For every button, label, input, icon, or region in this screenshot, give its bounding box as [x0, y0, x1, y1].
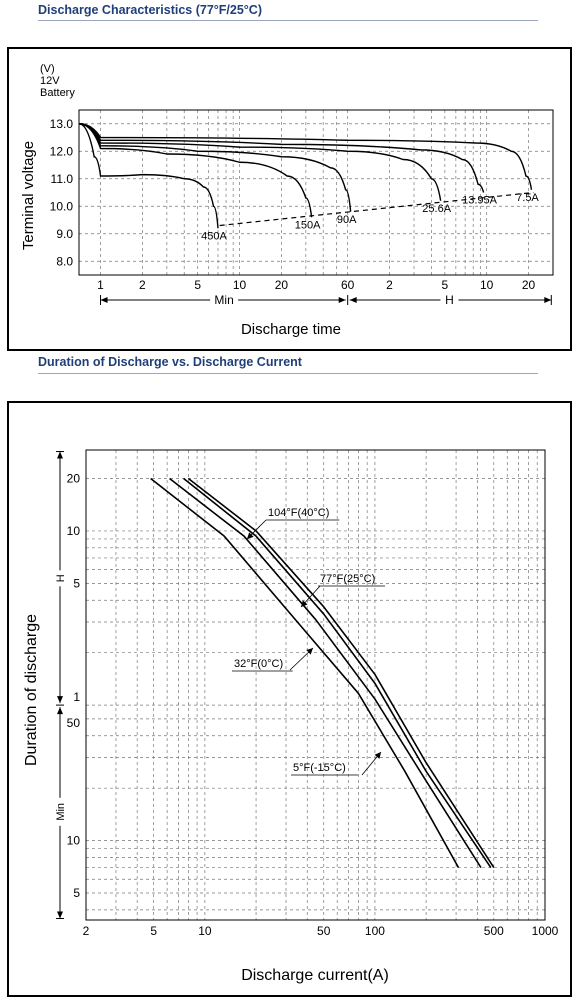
x-tick-label: 2: [386, 278, 393, 292]
section-title-duration-vs-current: Duration of Discharge vs. Discharge Current: [38, 355, 302, 369]
x-tick-label: 2: [139, 278, 146, 292]
curve-label: 90A: [336, 213, 357, 226]
curve-label: 450A: [201, 230, 227, 243]
y-unit-label: Battery: [40, 87, 75, 99]
curve-label: 32°F(0°C): [234, 658, 284, 670]
chart-frame: [8, 402, 571, 996]
curve-label: 5°F(-15°C): [293, 762, 346, 774]
x-tick-label: 60: [341, 278, 355, 292]
y-tick-label: 1: [73, 690, 80, 705]
curve-label-group: [266, 507, 339, 520]
curve-label: 7.5A: [516, 191, 539, 204]
y-tick-label: 8.0: [56, 254, 73, 269]
y-unit-label: (V): [40, 63, 55, 75]
y-tick-label: 20: [66, 471, 80, 486]
x-tick-label: 20: [521, 278, 536, 292]
x-tick-label: 2: [82, 924, 90, 938]
curve-label: 104°F(40°C): [268, 507, 330, 519]
hours-label: H: [55, 574, 67, 583]
y-tick-label: 10: [66, 523, 80, 538]
x-tick-label: 5: [441, 278, 449, 292]
y-tick-label: 9.0: [56, 226, 73, 241]
minutes-label: Min: [55, 802, 67, 821]
x-tick-label: 10: [480, 278, 494, 292]
minutes-label: Min: [214, 293, 234, 307]
x-tick-label: 5: [194, 278, 202, 292]
y-tick-label: 12.0: [49, 144, 73, 159]
y-tick-label: 5: [73, 576, 80, 591]
curve-label: 77°F(25°C): [320, 573, 376, 585]
x-tick-label: 10: [232, 278, 247, 292]
y-tick-label: 10.0: [49, 199, 73, 214]
y-tick-label: 11.0: [50, 171, 73, 186]
curve-label: 13.95A: [462, 194, 498, 207]
y-tick-label: 13.0: [49, 116, 73, 131]
x-tick-label: 100: [364, 924, 385, 938]
x-tick-label: 20: [274, 278, 289, 292]
x-tick-label: 500: [483, 924, 504, 938]
y-axis-title: Duration of discharge: [23, 613, 40, 767]
y-tick-label: 50: [66, 715, 80, 730]
curve-label: 150A: [294, 219, 321, 232]
section-title-discharge-characteristics: Discharge Characteristics (77°F/25°C): [38, 3, 262, 17]
curve-label: 25.6A: [422, 202, 452, 215]
x-tick-label: 1: [97, 278, 104, 292]
x-axis-title: Discharge current(A): [241, 967, 389, 984]
x-axis-title: Discharge time: [240, 321, 342, 338]
x-tick-label: 10: [198, 924, 212, 938]
y-axis-title: Terminal voltage: [20, 140, 37, 251]
y-unit-label: 12V: [40, 75, 60, 87]
x-tick-label: 1000: [531, 924, 559, 938]
y-tick-label: 5: [73, 886, 80, 901]
y-tick-label: 10: [66, 833, 80, 848]
x-tick-label: 50: [317, 924, 331, 938]
x-tick-label: 5: [150, 924, 158, 938]
curve-label-group: [318, 573, 385, 586]
hours-label: H: [445, 293, 454, 307]
